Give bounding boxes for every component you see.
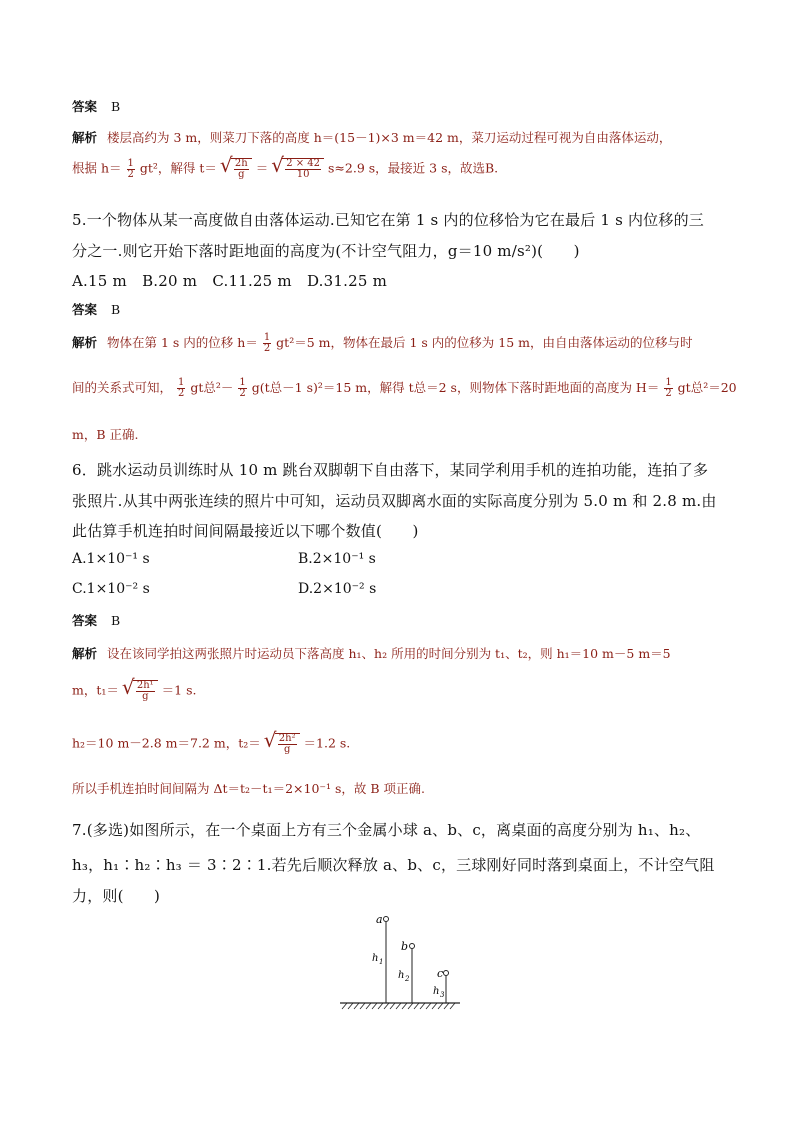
formula-text: 物体在第 1 s 内的位移 h＝ xyxy=(107,335,258,350)
formula-text: gt²，解得 t＝ xyxy=(139,160,217,176)
question-6-line-1: 6．跳水运动员训练时从 10 m 跳台双脚朝下自由落下，某同学利用手机的连拍功能，连拍了多 xyxy=(72,461,709,479)
ball-c xyxy=(444,971,449,976)
answer-value: B xyxy=(111,613,121,628)
question-6-line-3: 此估算手机连拍时间间隔最接近以下哪个数值( ) xyxy=(72,522,419,540)
explanation-line xyxy=(72,128,671,146)
question-7-line-3: 力，则( ) xyxy=(72,887,161,905)
label-h2: h xyxy=(398,970,405,981)
answer-line xyxy=(72,97,120,115)
explanation-text: 楼层高约为 3 m，则菜刀下落的高度 h＝(15－1)×3 m＝42 m，菜刀运动过程可视为自由落体运动， xyxy=(107,130,672,145)
option-d: D.2×10⁻² s xyxy=(298,581,377,597)
formula-text: g(t总－1 s)²＝15 m，解得 t总＝2 s，则物体下落时距地面的高度为 H＝ xyxy=(251,380,660,395)
explanation-line: m，B 正确. xyxy=(72,427,139,442)
formula-text: s≈2.9 s，最接近 3 s，故选B. xyxy=(328,160,499,176)
fraction: $\frac{1}{2}$ xyxy=(263,332,271,354)
question-6-line-2: 张照片.从其中两张连续的照片中可知，运动员双脚离水面的实际高度分别为 5.0 m 和 2.8 m.由 xyxy=(72,492,717,510)
fraction: $\frac{1}{2}$ xyxy=(178,377,185,399)
label-h3-sub: 3 xyxy=(440,991,445,999)
formula-text: ＝1 s. xyxy=(161,682,197,698)
explanation-tag: 解析 xyxy=(72,130,98,145)
explanation-tag: 解析 xyxy=(72,646,98,661)
label-h1: h xyxy=(372,953,379,964)
question-7-line-2: h₃，h₁∶h₂∶h₃ ＝ 3∶2∶1.若先后顺次释放 a、b、c，三球刚好同时落到桌面上，不计空气阻 xyxy=(72,856,715,874)
formula-text: 设在该同学拍这两张照片时运动员下落高度 h₁、h₂ 所用的时间分别为 t₁、t₂，则 h₁＝10 m－5 m＝5 xyxy=(107,646,671,661)
fraction: $\frac{1}{2}$ xyxy=(127,157,134,180)
answer-value: B xyxy=(111,99,121,114)
question-7-line-1: 7.(多选)如图所示，在一个桌面上方有三个金属小球 a、b、c，离桌面的高度分别为 h₁、h₂、 xyxy=(72,821,701,839)
option-b: B.2×10⁻¹ s xyxy=(298,551,376,567)
answer-tag: 答案 xyxy=(72,99,98,114)
answer-value: B xyxy=(111,302,121,317)
ball-a xyxy=(384,917,389,922)
label-h1-sub: 1 xyxy=(379,958,384,966)
formula-text: ＝1.2 s. xyxy=(303,735,351,751)
sqrt: √ $\frac{2h}{g}$ xyxy=(231,158,252,180)
label-h2-sub: 2 xyxy=(405,975,410,983)
sqrt: √ $\frac{2 \times 42}{10}$ xyxy=(282,158,324,180)
answer-line xyxy=(72,611,120,629)
formula-text: h₂＝10 m－2.8 m＝7.2 m，t₂＝ xyxy=(72,735,261,751)
fraction: $\frac{1}{2}$ xyxy=(239,377,246,399)
sqrt: √ $\frac{\text{2h²}}{g}$ xyxy=(275,733,300,755)
formula-text: gt总²－ xyxy=(190,380,234,395)
formula-text: gt总²＝20 xyxy=(677,380,737,395)
formula-text: gt²＝5 m，物体在最后 1 s 内的位移为 15 m，由自由落体运动的位移与时 xyxy=(276,335,693,350)
explanation-formula-line xyxy=(72,158,498,180)
question-5-line-2: 分之一.则它开始下落时距地面的高度为(不计空气阻力，g＝10 m/s²)( ) xyxy=(72,242,580,260)
sqrt: √ $\frac{\text{2h¹}}{g}$ xyxy=(133,680,158,702)
formula-text: 根据 h＝ xyxy=(72,160,122,176)
question-5-line-1: 5.一个物体从某一高度做自由落体运动.已知它在第 1 s 内的位移恰为它在最后 1 s 内位移的三 xyxy=(72,211,704,229)
explanation-line xyxy=(72,680,197,702)
ball-b xyxy=(410,944,415,949)
answer-tag: 答案 xyxy=(72,302,98,317)
explanation-line: 所以手机连拍时间间隔为 Δt＝t₂－t₁＝2×10⁻¹ s，故 B 项正确. xyxy=(72,781,426,796)
fraction: $\frac{1}{2}$ xyxy=(665,377,672,399)
formula-text: m，t₁＝ xyxy=(72,682,119,698)
three-balls-figure xyxy=(336,910,466,1010)
label-b: b xyxy=(401,940,409,953)
question-5-options: A.15 m B.20 m C.11.25 m D.31.25 m xyxy=(72,272,387,290)
formula-text: 间的关系式可知， xyxy=(72,380,173,395)
table-hatching xyxy=(342,1003,455,1009)
formula-text: ＝ xyxy=(255,160,269,176)
explanation-line xyxy=(72,378,737,399)
answer-tag: 答案 xyxy=(72,613,98,628)
explanation-line xyxy=(72,733,350,755)
option-a: A.1×10⁻¹ s xyxy=(72,551,150,567)
answer-line xyxy=(72,300,120,318)
explanation-line xyxy=(72,644,671,662)
explanation-line xyxy=(72,333,692,354)
label-a: a xyxy=(376,913,383,926)
explanation-tag: 解析 xyxy=(72,335,98,350)
label-c: c xyxy=(437,967,444,980)
label-h3: h xyxy=(433,986,440,997)
option-c: C.1×10⁻² s xyxy=(72,581,150,597)
